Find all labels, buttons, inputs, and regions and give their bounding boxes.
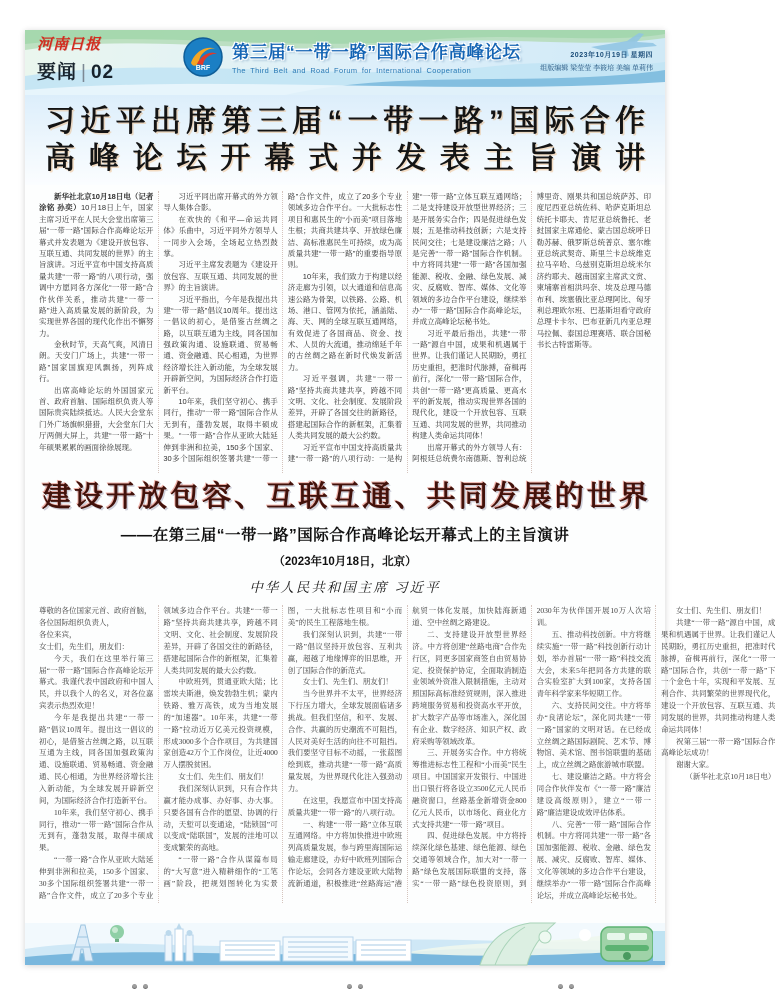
brf-logo-text: BRF (195, 65, 211, 72)
forum-title-en: The Third Belt and Road Forum for International Cooperation (232, 66, 472, 75)
article2-body (39, 605, 775, 903)
masthead-block (37, 33, 114, 84)
article1-headline-area (25, 95, 665, 185)
article2-credit: （新华社北京10月18日电） (685, 772, 775, 782)
article2-salutation: 尊敬的各位国家元首、政府首脑， 各位国际组织负责人， 各位来宾， 女士们，先生们，朋友们： (39, 606, 152, 651)
newspaper-page (25, 30, 775, 965)
article1-lead-text: 10月18日上午，国家主席习近平在人民大会堂出席第三届“一带一路”国际合作高峰论坛开幕式并发表题为《建设开放包容、互联互通、共同发展的世界》的主旨演讲。习近平宣布中国支持高质量共建“一带一路”的八项行动，强调中方愿同各方深化“一带一路”合作伙伴关系，推动共建“一带一路”进入高质量发展的新阶段，为实现世界各国的现代化作出不懈努力。 (39, 203, 154, 338)
header-meta (540, 50, 653, 75)
forum-banner (183, 37, 521, 77)
article1-headline (45, 104, 645, 178)
article2-paragraphs: 今天，我们在这里举行第三届“一带一路”国际合作高峰论坛开幕式。我谨代表中国政府和中国人民，并以我个人的名义，对各位嘉宾表示热烈欢迎！ 今年是我提出共建“一带一路”倡议10周年。提出这一倡议的初心，是借鉴古丝绸之路，以互联互通为主线，同各国加强政策沟通、设施联通、贸易畅通、资金融通、民心相通，为世界经济增长注入新动能，为全球发展开辟新空间，为国际经济合作打造新平台。 10年来，我们坚守初心、携手同行，推动“一带一路”国际合作从无到有，蓬勃发展，取得丰硕成果。 “一带一路”合作从亚欧大陆延伸到非洲和拉美，150多个国家、30多个国际组织签署共建“一带一路”合作文件，成立了20多个专业领域多边合作平台。共建“一带一路”坚持共商共建共享，跨越不同文明、文化、社会制度、发展阶段差异，开辟了各国交往的新路径，搭建起国际合作的新框架，汇集着人类共同发展的最大公约数。 中欧班列，贯通亚欧大陆；比雷埃夫斯港，焕发勃勃生机；蒙内铁路、雅万高铁，成为当地发展的“加速器”。10年来，共建“一带一路”拉动近万亿美元投资规模，形成3000多个合作项目，为共建国家创造42万个工作岗位，让近4000万人摆脱贫困。 女士们、先生们、朋友们！ 我们深刻认识到，只有合作共赢才能办成事、办好事、办大事。只要各国有合作的愿望、协调的行动，天堑可以变通途，“陆锁国”可以变成“陆联国”，发展的洼地可以变成繁荣的高地。 “一带一路”合作从谋篇布局的“大写意”进入精耕细作的“工笔画”阶段，把规划图转化为实景图，一大批标志性项目和“小而美”的民生工程落地生根。 我们深刻认识到，共建“一带一路”倡议坚持开放包容、互利共赢，超越了地缘博弈的旧思维，开创了国际合作的新范式。 女士们、先生们、朋友们！ 当今世界并不太平，世界经济下行压力增大，全球发展面临诸多挑战。但我们坚信，和平、发展、合作、共赢的历史潮流不可阻挡，人民对美好生活的向往不可阻挡。我们要坚守目标不动摇，一张蓝图绘到底，推动共建“一带一路”高质量发展，为世界现代化注入强劲动力。 在这里，我愿宣布中国支持高质量共建“一带一路”的八项行动。 一、构建“一带一路”立体互联互通网络。中方将加快推进中欧班列高质量发展，参与跨里海国际运输走廊建设，办好中欧班列国际合作论坛，会同各方建设亚欧大陆物流新通道，积极推进“丝路海运”港航贸一体化发展，加快陆海新通道、空中丝绸之路建设。 二、支持建设开放型世界经济。中方将创建“丝路电商”合作先行区，同更多国家商签自由贸易协定、投资保护协定，全面取消制造业领域外资准入限制措施，主动对照国际高标准经贸规则，深入推进跨境服务贸易和投资高水平开放，扩大数字产品等市场准入，深化国有企业、数字经济、知识产权、政府采购等领域改革。 三、开展务实合作。中方将统筹推进标志性工程和“小而美”民生项目。中国国家开发银行、中国进出口银行将各设立3500亿元人民币融资窗口，丝路基金新增资金800亿元人民币，以市场化、商业化方式支持共建“一带一路”项目。 四、促进绿色发展。中方将持续深化绿色基建、绿色能源、绿色交通等领域合作，加大对“一带一路”绿色发展国际联盟的支持，落实“一带一路”绿色投资原则，到2030年为伙伴国开展10万人次培训。 五、推动科技创新。中方将继续实施“一带一路”科技创新行动计划，举办首届“一带一路”科技交流大会，未来5年把同各方共建的联合实验室扩大到100家，支持各国青年科学家来华短期工作。 六、支持民间交往。中方将举办“良渚论坛”，深化同共建“一带一路”国家的文明对话。在已经成立丝绸之路国际剧院、艺术节、博物馆、美术馆、图书馆联盟的基础上，成立丝绸之路旅游城市联盟。 七、建设廉洁之路。中方将会同合作伙伴发布《“一带一路”廉洁建设高级原则》，建立“一带一路”廉洁建设成效评估体系。 八、完善“一带一路”国际合作机制。中方将同共建“一带一路”各国加强能源、税收、金融、绿色发展、减灾、反腐败、智库、媒体、文化等领域的多边合作平台建设，继续举办“一带一路”国际合作高峰论坛，并成立高峰论坛秘书处。 女士们、先生们、朋友们！ 共建“一带一路”源自中国，成果和机遇属于世界。让我们谨记人民期盼，勇扛历史重担，把准时代脉搏，奋楫再前行，深化“一带一路”国际合作，共创“一带一路”下一个金色十年，实现和平发展、互利合作、共同繁荣的世界现代化，建设一个开放包容、互联互通、共同发展的世界，共同推动构建人类命运共同体！ 祝第三届“一带一路”国际合作高峰论坛成功！ 谢谢大家。 (39, 606, 775, 900)
article1-headline-line1: 习近平出席第三届“一带一路”国际合作 (45, 105, 645, 138)
brf-logo (183, 37, 223, 77)
article1-paragraphs: 金秋时节，天高气爽，风清日朗。天安门广场上，共建“一带一路”国家国旗迎风飘扬，列阵成行。 出席高峰论坛的外国国家元首、政府首脑、国际组织负责人等国际贵宾陆续抵达。人民大会堂东门外广场旗帜猎猎，大会堂东门大厅两侧大屏上，共建“一带一路”十年硕果累累的画面徐徐展现。 习近平同出席开幕式的外方领导人集体合影。 在欢快的《和平—命运共同体》乐曲中，习近平同外方领导人一同步入会场，全场起立热烈鼓掌。 习近平主席发表题为《建设开放包容、互联互通、共同发展的世界》的主旨演讲。 习近平指出，今年是我提出共建“一带一路”倡议10周年。提出这一倡议的初心，是借鉴古丝绸之路，以互联互通为主线，同各国加强政策沟通、设施联通、贸易畅通、资金融通、民心相通，为世界经济增长注入新动能，为全球发展开辟新空间，为国际经济合作打造新平台。 10年来，我们坚守初心、携手同行，推动“一带一路”国际合作从无到有，蓬勃发展，取得丰硕成果。“一带一路”合作从亚欧大陆延伸到非洲和拉美，150多个国家、30多个国际组织签署共建“一带一路”合作文件，成立了20多个专业领域多边合作平台。一大批标志性项目和惠民生的“小而美”项目落地生根；共商共建共享、开放绿色廉洁、高标准惠民生可持续，成为高质量共建“一带一路”的重要指导原则。 10年来，我们致力于构建以经济走廊为引领，以大通道和信息高速公路为骨架，以铁路、公路、机场、港口、管网为依托，涵盖陆、海、天、网的全球互联互通网络，有效促进了各国商品、资金、技术、人员的大流通，推动绵延千年的古丝绸之路在新时代焕发新活力。 习近平强调，共建“一带一路”坚持共商共建共享，跨越不同文明、文化、社会制度、发展阶段差异，开辟了各国交往的新路径，搭建起国际合作的新框架，汇集着人类共同发展的最大公约数。 习近平宣布中国支持高质量共建“一带一路”的八项行动：一是构建“一带一路”立体互联互通网络；二是支持建设开放型世界经济；三是开展务实合作；四是促进绿色发展；五是推动科技创新；六是支持民间交往；七是建设廉洁之路；八是完善“一带一路”国际合作机制。中方将同共建“一带一路”各国加强能源、税收、金融、绿色发展、减灾、反腐败、智库、媒体、文化等领域的多边合作平台建设，继续举办“一带一路”国际合作高峰论坛，并成立高峰论坛秘书处。 习近平最后指出，共建“一带一路”源自中国，成果和机遇属于世界。让我们谨记人民期盼，勇扛历史重担，把准时代脉搏，奋楫再前行，深化“一带一路”国际合作，共创“一带一路”更高质量、更高水平的新发展，推动实现世界各国的现代化，建设一个开放包容、互联互通、共同发展的世界，共同推动构建人类命运共同体！ 出席开幕式的外方领导人有：阿根廷总统费尔南德斯、智利总统博里奇、刚果共和国总统萨苏、印度尼西亚总统佐科、哈萨克斯坦总统托卡耶夫、肯尼亚总统鲁托、老挝国家主席通伦、蒙古国总统呼日勒苏赫、俄罗斯总统普京、塞尔维亚总统武契奇、斯里兰卡总统维克拉马辛哈、乌兹别克斯坦总统米尔济约耶夫、越南国家主席武文赏、柬埔寨首相洪玛奈、埃及总理马德布利、埃塞俄比亚总理阿比、匈牙利总理欧尔班、巴基斯坦看守政府总理卡卡尔、巴布亚新几内亚总理马拉佩、泰国总理赛塔、联合国秘书长古特雷斯等。 (39, 192, 651, 463)
article2-dateline: （2023年10月18日，北京） (273, 556, 417, 569)
page-number: 02 (90, 62, 115, 83)
footer-illustration-strip (25, 923, 665, 965)
divider: | (81, 62, 87, 83)
article1-headline-line2: 高峰论坛开幕式并发表主旨演讲 (45, 141, 645, 175)
article2-subtitle: ——在第三届“一带一路”国际合作高峰论坛开幕式上的主旨演讲 (120, 527, 570, 545)
editors-line: 组版编辑 梁莹莹 李筱培 美编 单莉伟 (540, 64, 653, 72)
article2-byline: 中华人民共和国主席 习近平 (249, 580, 441, 596)
forum-title-cn: 第三届“一带一路”国际合作高峰论坛 (232, 42, 521, 62)
masthead-logo: 河南日报 (37, 37, 102, 53)
city-buildings (220, 937, 411, 961)
staple-dots-left (132, 984, 148, 989)
article2-headline-area (25, 481, 665, 596)
section-label: 要闻 (37, 62, 78, 83)
section-pageno (37, 57, 114, 84)
date-line: 2023年10月19日 星期四 (570, 52, 653, 59)
article1-dateline: 新华社北京10月18日电（记者 涂铭 孙奕） (39, 192, 154, 213)
staple-dots-center (347, 984, 363, 989)
staple-dots-right (558, 984, 574, 989)
article2-headline: 建设开放包容、互联互通、共同发展的世界 (42, 481, 648, 513)
page-header (25, 30, 665, 95)
article1-body (39, 191, 651, 473)
article1-lead-paragraph (39, 191, 153, 339)
forum-titles (232, 39, 521, 75)
